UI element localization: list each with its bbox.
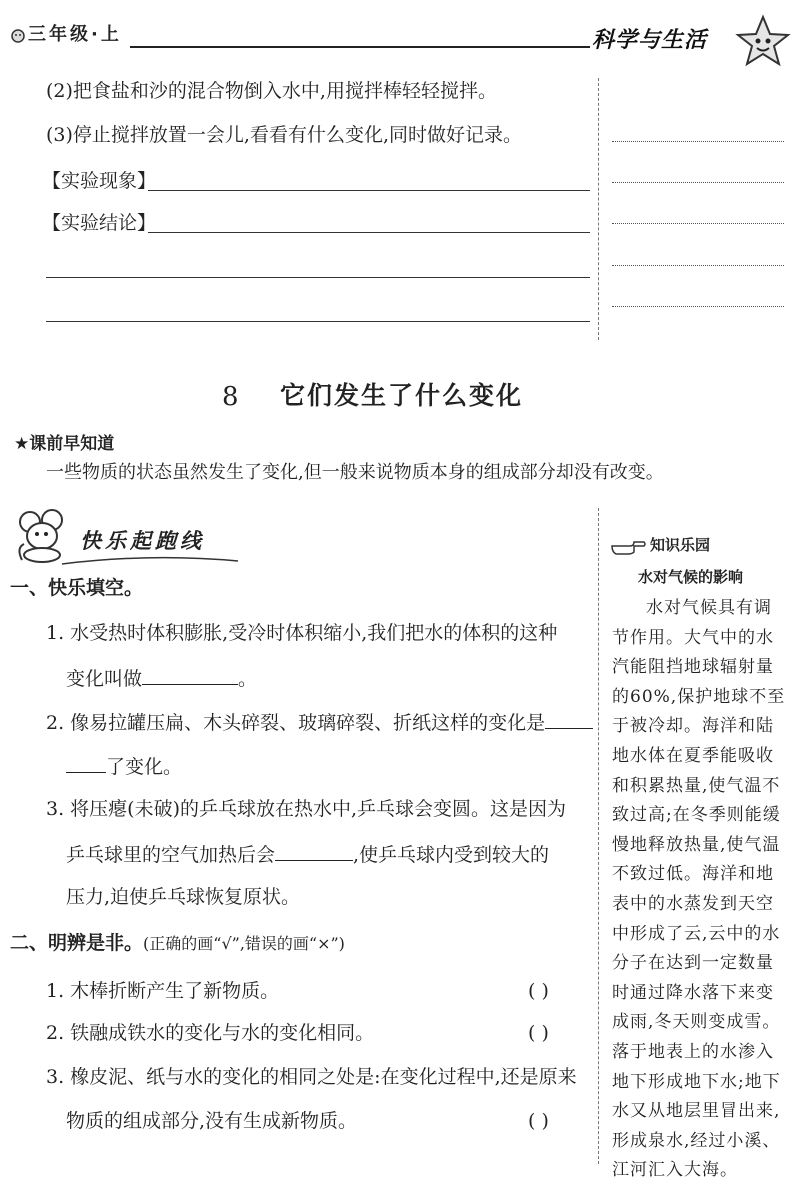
- sidebar-line: 落于地表上的水渗入: [612, 1041, 774, 1062]
- pointing-hand-icon: [610, 536, 646, 556]
- fill-q1-period: 。: [238, 668, 258, 690]
- fill-q2-blank-b[interactable]: [66, 754, 106, 773]
- fill-q2-text: 2. 像易拉罐压扁、木头碎裂、玻璃碎裂、折纸这样的变化是: [46, 712, 546, 734]
- phenomenon-label: 【实验现象】: [42, 170, 157, 192]
- notes-divider: [598, 78, 599, 340]
- judge-q2: 2. 铁融成铁水的变化与水的变化相同。: [46, 1022, 375, 1044]
- fill-q2-blank-a[interactable]: [545, 710, 593, 729]
- fill-q2-end: 了变化。: [106, 756, 183, 778]
- notes-line-5[interactable]: [612, 306, 784, 307]
- sidebar-line: 成雨,冬天则变成雪。: [612, 1012, 781, 1033]
- fill-q3-line3: 压力,迫使乒乓球恢复原状。: [66, 886, 301, 908]
- sidebar-line: 慢地释放热量,使气温: [612, 834, 781, 855]
- fill-q3-line2: [66, 842, 549, 867]
- judge-q3-bracket[interactable]: ( ): [528, 1110, 549, 1132]
- fill-q3-cont: ,使乒乓球内受到较大的: [353, 844, 550, 866]
- sidebar-line: 致过高;在冬季则能缓: [612, 805, 781, 826]
- notes-line-3[interactable]: [612, 223, 784, 224]
- mascot-star-icon: [735, 14, 791, 70]
- conclusion-answer-line-2[interactable]: [46, 277, 590, 278]
- lesson-number: 8: [222, 382, 239, 412]
- fill-q3-line1: 3. 将压瘪(未破)的乒乓球放在热水中,乒乓球会变圆。这是因为: [46, 798, 567, 820]
- sidebar-line: 的60%,保护地球不至: [612, 686, 786, 707]
- sidebar-line: 分子在达到一定数量: [612, 953, 774, 974]
- conclusion-answer-line-3[interactable]: [46, 321, 590, 322]
- sidebar-line: 江河汇入大海。: [612, 1160, 738, 1181]
- lesson-title: 它们发生了什么变化: [280, 381, 524, 410]
- header-brand: 科学与生活: [592, 28, 708, 53]
- fill-q3-text: 乒乓球里的空气加热后会: [66, 844, 276, 866]
- sidebar-line: 不致过低。海洋和地: [612, 864, 774, 885]
- fill-q2-line2: [66, 754, 182, 779]
- sidebar-line: 地下形成地下水;地下: [612, 1071, 781, 1092]
- notes-line-1[interactable]: [612, 141, 784, 142]
- sidebar-title: 水对气候的影响: [638, 568, 744, 586]
- notes-line-4[interactable]: [612, 265, 784, 266]
- sidebar-line: 汽能阻挡地球辐射量: [612, 657, 774, 678]
- fill-q3-blank[interactable]: [275, 842, 353, 861]
- judge-heading-row: [10, 932, 345, 955]
- phenomenon-answer-line[interactable]: [148, 190, 590, 191]
- sidebar-line: 地水体在夏季能吸收: [612, 745, 774, 766]
- header-rule: [130, 46, 590, 48]
- sidebar-line: 于被冷却。海洋和陆: [612, 716, 774, 737]
- sidebar-line: 节作用。大气中的水: [612, 627, 774, 648]
- sidebar-line: 时通过降水落下来变: [612, 982, 774, 1003]
- fill-q1-blank[interactable]: [142, 666, 238, 685]
- judge-instruction: (正确的画“√”,错误的画“×”): [143, 934, 345, 953]
- conclusion-answer-line-1[interactable]: [148, 232, 590, 233]
- sidebar-divider: [598, 508, 599, 1164]
- fill-q1-text: 变化叫做: [66, 668, 143, 690]
- header-grade: 三年级·上: [28, 24, 122, 45]
- fill-q1-line1: 1. 水受热时体积膨胀,受冷时体积缩小,我们把水的体积的这种: [46, 622, 558, 644]
- sidebar-label: 知识乐园: [650, 536, 711, 554]
- fill-q2-line1: [46, 710, 593, 735]
- step-2: (2)把食盐和沙的混合物倒入水中,用搅拌棒轻轻搅拌。: [46, 80, 497, 102]
- banner-label: 快乐起跑线: [80, 528, 205, 553]
- sidebar-line: 形成泉水,经过小溪、: [612, 1130, 781, 1151]
- conclusion-label: 【实验结论】: [42, 212, 157, 234]
- header-star-icon: [10, 28, 26, 44]
- notes-line-2[interactable]: [612, 182, 784, 183]
- banner-swoosh: [60, 552, 240, 564]
- judge-q3-line2: 物质的组成部分,没有生成新物质。: [66, 1110, 358, 1132]
- fill-heading: 一、快乐填空。: [10, 577, 144, 599]
- preview-text: 一些物质的状态虽然发生了变化,但一般来说物质本身的组成部分却没有改变。: [46, 462, 664, 483]
- sidebar-line: 水又从地层里冒出来,: [612, 1101, 781, 1122]
- judge-heading: 二、明辨是非。: [10, 932, 144, 954]
- sidebar-line: 水对气候具有调: [646, 598, 772, 618]
- fill-q1-line2: [66, 666, 257, 691]
- judge-q1-bracket[interactable]: ( ): [528, 980, 549, 1002]
- sidebar-line: 表中的水蒸发到天空: [612, 893, 774, 914]
- sidebar-body: [612, 594, 790, 1186]
- preview-heading: ★课前早知道: [14, 434, 115, 454]
- judge-q3-line1: 3. 橡皮泥、纸与水的变化的相同之处是:在变化过程中,还是原来: [46, 1066, 577, 1088]
- judge-q2-bracket[interactable]: ( ): [528, 1022, 549, 1044]
- judge-q1: 1. 木棒折断产生了新物质。: [46, 980, 280, 1002]
- step-3: (3)停止搅拌放置一会儿,看看有什么变化,同时做好记录。: [46, 124, 522, 146]
- sidebar-line: 和积累热量,使气温不: [612, 775, 781, 796]
- sidebar-line: 中形成了云,云中的水: [612, 923, 781, 944]
